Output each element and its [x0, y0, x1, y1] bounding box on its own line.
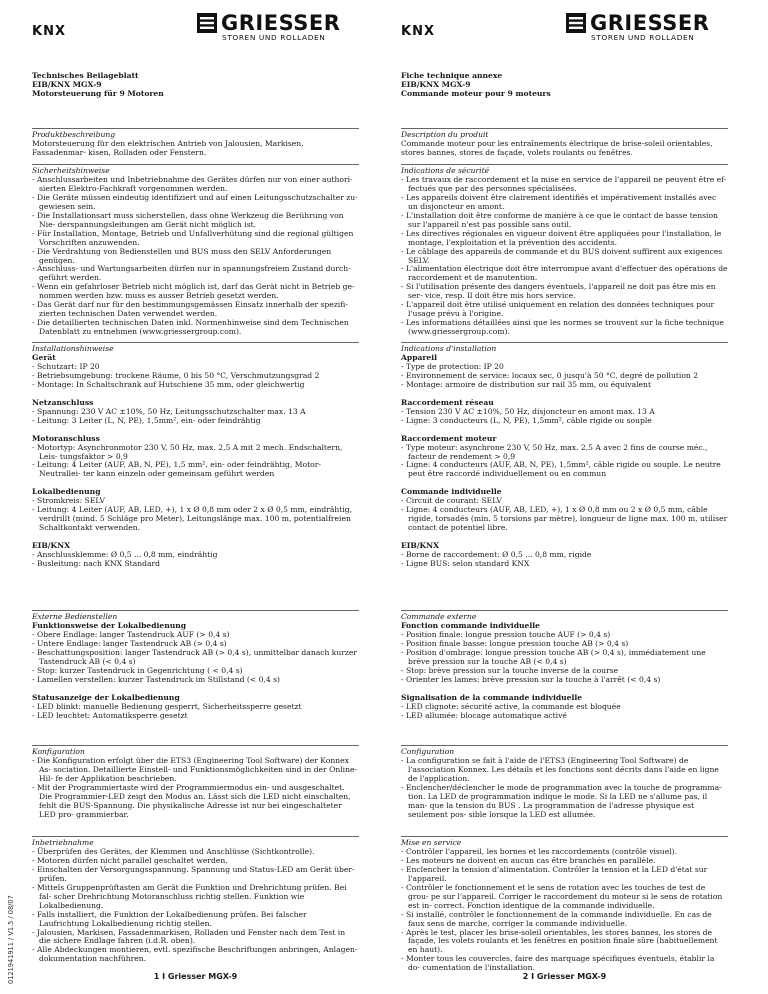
- section-title: Indications de sécurité: [401, 166, 490, 175]
- bullet-list: [32, 551, 359, 569]
- bullet-list: [32, 757, 359, 820]
- list-item: - Die Konfiguration erfolgt über die ETS3 (Engineering Tool Software) der Konnex As- sociation. Detaillierte Einstell- und Funktionsmöglichkeiten sind in der Online-Hil- fe der Applikation beschrieben.: [32, 755, 358, 783]
- section-title: Konfiguration: [32, 747, 85, 756]
- list-item: - Motoren dürfen nicht parallel geschaltet werden.: [32, 855, 228, 865]
- list-item: - Falls installiert, die Funktion der Lokalbedienung prüfen. Bei falscher Laufrichtung Lokalbedienung richtig stellen.: [32, 909, 307, 928]
- document-code: [8, 864, 18, 984]
- list-item: - Die Installationsart muss sicherstellen, dass ohne Werkzeug die Berührung von Nie- derspannungsleitungen am Gerät nicht möglich ist.: [32, 210, 344, 229]
- knx-logo-text: KNX: [401, 24, 435, 39]
- section: [32, 342, 359, 569]
- section-text: Motorsteuerung für den elektrischen Antrieb von Jalousien, Markisen, Fassadenmar- kisen, Rolladen oder Fenstern.: [32, 138, 304, 157]
- section: [401, 745, 728, 820]
- section: [401, 164, 728, 337]
- bullet-list: [32, 848, 359, 964]
- header-line: Commande moteur pour 9 moteurs: [401, 88, 551, 98]
- list-item: - Si l'utilisation présente des dangers éventuels, l'appareil ne doit pas être mis en ser- vice, resp. Il doit être mis hors service.: [401, 282, 716, 301]
- griesser-mark-icon: [196, 12, 218, 34]
- griesser-mark-icon: [565, 12, 587, 34]
- list-item: - Anschlussklemme: Ø 0,5 ... 0,8 mm, eindrähtig: [32, 550, 218, 560]
- list-item: - Type moteur: asynchrone 230 V, 50 Hz, max. 2,5 A avec 2 fins de course méc., facteur de rendement > 0,9: [401, 442, 708, 461]
- list-item: - LED clignote: sécurité active, la commande est bloquée: [401, 701, 621, 711]
- header-line: Fiche technique annexe: [401, 71, 503, 80]
- list-item: - Die Verdrahtung von Bedienstellen und BUS muss den SELV Anforderungen genügen.: [32, 246, 332, 265]
- list-item: - Position finale basse: longue pression touche AB (> 0,4 s): [401, 638, 629, 648]
- list-item: - Position finale: longue pression touche AUF (> 0,4 s): [401, 629, 611, 639]
- list-item: - Schutzart: IP 20: [32, 361, 100, 371]
- list-item: - Die detaillierten technischen Daten inkl. Normenhinweise sind dem Technischen Datenblatt zu entnehmen (www.griessergroup.com).: [32, 318, 349, 337]
- list-item: - Überprüfen des Gerätes, der Klemmen und Anschlüsse (Sichtkontrolle).: [32, 846, 315, 856]
- list-item: - L'installation doit être conforme de manière à ce que le contact de basse tension sur l'appareil n'est pas possible sans outil.: [401, 210, 718, 229]
- list-item: - Contrôler le fonctionnement et le sens de rotation avec les touches de test de grou- pe sur l'appareil. Corriger le raccordement du moteur si le sens de rotation est in- correct. Fonction identique de la commande individuelle.: [401, 882, 723, 910]
- section-title: Sicherheitshinweise: [32, 166, 110, 175]
- list-item: - Ligne BUS: selon standard KNX: [401, 559, 530, 569]
- bullet-list: [401, 757, 728, 820]
- bullet-list: [401, 848, 728, 973]
- griesser-tagline: STOREN UND ROLLADEN: [591, 33, 695, 42]
- list-item: - Alle Abdeckungen montieren, evtl. spezifische Beschriftungen anbringen, Anlagen- dokumentation nachführen.: [32, 945, 358, 964]
- list-item: - Wenn ein gefahrloser Betrieb nicht möglich ist, darf das Gerät nicht in Betrieb ge- nommen werden bzw. muss es ausser Betrieb gesetzt werden.: [32, 282, 355, 301]
- bullet-list: [32, 703, 359, 721]
- section-title: Produktbeschreibung: [32, 130, 116, 139]
- section-title: Commande externe: [401, 612, 477, 621]
- list-item: - Beschattungsposition: langer Tastendruck AB (> 0,4 s), unmittelbar danach kurzer Tastendruck AB (< 0,4 s): [32, 647, 358, 666]
- bullet-list: [32, 444, 359, 480]
- knx-logo-icon: [32, 22, 66, 39]
- header-line: Motorsteuerung für 9 Motoren: [32, 88, 164, 98]
- section: [401, 128, 728, 158]
- section-title: Mise en service: [401, 838, 462, 847]
- list-item: - Lamellen verstellen: kurzer Tastendruck im Stillstand (< 0,4 s): [32, 674, 280, 684]
- page-footer: 1 I Griesser MGX-9: [153, 972, 238, 981]
- list-item: - Leitung: 4 Leiter (AUF, AB, N, PE), 1,5 mm², ein- oder feindrähtig, Motor-Neutrallei- ter kann einzeln oder gemeinsam geführt werden: [32, 460, 321, 479]
- column-content: [401, 71, 728, 973]
- section: [401, 610, 728, 720]
- list-item: - Contrôler l'appareil, les bornes et les raccordements (contrôle visuel).: [401, 846, 678, 856]
- section: [32, 745, 359, 820]
- bullet-list: [401, 703, 728, 721]
- bullet-list: [401, 363, 728, 390]
- bullet-list: [401, 551, 728, 569]
- subsection-title: Gerät: [32, 352, 56, 362]
- section: [32, 836, 359, 964]
- section-title: Installationshinweise: [32, 344, 114, 353]
- section-text: Commande moteur pour les entraînements électrique de brise-soleil orientables, stores bannes, stores de façade, volets roulants ou fenêtres.: [401, 138, 713, 157]
- knx-logo-text: KNX: [32, 24, 66, 39]
- list-item: - Das Gerät darf nur für den bestimmungsgemässen Einsatz innerhalb der spezifi- zierten technischen Daten verwendet werden.: [32, 300, 348, 319]
- list-item: - Mittels Gruppenprüftasten am Gerät die Funktion und Drehrichtung prüfen. Bei fal- scher Drehrichtung Motoranschluss richtig stellen. Funktion wie Lokalbedienung.: [32, 882, 347, 910]
- list-item: - La configuration se fait à l'aide de l'ETS3 (Engineering Tool Software) de l'association Konnex. Les détails et les fonctions sont décrits dans l'aide en ligne de l'application.: [401, 755, 719, 783]
- bullet-list: [32, 176, 359, 337]
- list-item: - L'appareil doit être utilisé uniquement en relation des données techniques pour l'usage prévu à l'origine.: [401, 300, 715, 319]
- section-title: Configuration: [401, 747, 455, 756]
- subsection-title: EIB/KNX: [401, 541, 439, 551]
- griesser-tagline: STOREN UND ROLLADEN: [222, 33, 326, 42]
- list-item: - Borne de raccordement: Ø 0,5 ... 0,8 mm, rigide: [401, 550, 592, 560]
- bullet-list: [401, 631, 728, 685]
- list-item: - Jalousien, Markisen, Fassadenmarkisen, Rolladen und Fenster nach dem Test in die sichere Endlage fahren (i.d.R. oben).: [32, 927, 346, 946]
- subsection-title: Statusanzeige der Lokalbedienung: [32, 692, 180, 702]
- section: [32, 610, 359, 720]
- list-item: - Tension 230 V AC ±10%, 50 Hz, disjoncteur en amont max. 13 A: [401, 406, 655, 416]
- bullet-list: [32, 631, 359, 685]
- list-item: - Die Geräte müssen eindeutig identifiziert und auf einen Leitungsschutzschalter zu- gewiesen sein.: [32, 192, 358, 211]
- list-item: - Einschalten der Versorgungsspannung. Spannung und Status-LED am Gerät über- prüfen.: [32, 864, 355, 883]
- knx-logo-icon: [401, 22, 435, 39]
- list-item: - Type de protection: IP 20: [401, 361, 504, 371]
- list-item: - Motortyp: Asynchronmotor 230 V, 50 Hz, max. 2,5 A mit 2 mech. Endschaltern, Leis- tungsfaktor > 0,9: [32, 442, 343, 461]
- list-item: - Montage: In Schaltschrank auf Hutschiene 35 mm, oder gleichwertig: [32, 379, 305, 389]
- list-item: - Après le test, placer les brise-soleil orientables, les stores bannes, les stores de façade, les volets roulants et les fenêtres en position finale sûre (habituellement en haut).: [401, 927, 718, 955]
- section: [401, 836, 728, 973]
- list-item: - Les directives régionales en vigueur doivent être appliquées pour l'installation, le montage, l'exploitation et la prévention des accidents.: [401, 228, 722, 247]
- bullet-list: [401, 444, 728, 480]
- subsection-title: Motoranschluss: [32, 433, 100, 443]
- bullet-list: [401, 176, 728, 337]
- list-item: - Position d'ombrage: longue pression touche AB (> 0,4 s), immédiatement une brève pression sur la touche AB (< 0,4 s): [401, 647, 706, 666]
- document-header: [401, 72, 728, 99]
- list-item: - Stop: brève pression sur la touche inverse de la course: [401, 665, 619, 675]
- list-item: - Si installé, contrôler le fonctionnement de la commande individuelle. En cas de faux sens de marche, corriger la commande individuelle.: [401, 909, 712, 928]
- list-item: - Les informations détaillées ainsi que les normes se trouvent sur la fiche technique (www.griessergroup.com).: [401, 318, 724, 337]
- subsection-title: Netzanschluss: [32, 397, 94, 407]
- griesser-wordmark: GRIESSER: [221, 11, 341, 35]
- german-column: [32, 0, 359, 994]
- list-item: - Les travaux de raccordement et la mise en service de l'appareil ne peuvent être ef- fectués que par des personnes spécialisées.: [401, 174, 727, 193]
- list-item: - Les moteurs ne doivent en aucun cas être branchés en parallèle.: [401, 855, 656, 865]
- list-item: - Ligne: 3 conducteurs (L, N, PE), 1,5mm², câble rigide ou souple: [401, 415, 652, 425]
- list-item: - Anschluss- und Wartungsarbeiten dürfen nur in spannungsfreiem Zustand durch- geführt werden.: [32, 264, 351, 283]
- subsection-title: Funktionsweise der Lokalbedienung: [32, 620, 187, 630]
- section-title: Description du produit: [401, 130, 489, 139]
- list-item: - Stop: kurzer Tastendruck in Gegenrichtung ( < 0,4 s): [32, 665, 243, 675]
- list-item: - Mit der Programmiertaste wird der Programmiermodus ein- und ausgeschaltet. Die Programmier-LED zeigt den Modus an. Lässt sich die LED nicht einschalten, fehlt die BUS-Spannung. Die physikalische Adresse ist nur bei eingeschalteter LED pro- grammierbar.: [32, 782, 351, 819]
- list-item: - Le câblage des appareils de commande et du BUS doivent suffirent aux exigences SELV.: [401, 246, 723, 265]
- subsection-title: Signalisation de la commande individuelle: [401, 692, 583, 702]
- list-item: - Monter tous les couvercles, faire des marquage spécifiques éventuels, établir la do- cumentation de l'installation.: [401, 954, 715, 973]
- header-line: EIB/KNX MGX-9: [32, 79, 102, 89]
- list-item: - Enclencher/déclencher le mode de programmation avec la touche de programma- tion. La LED de programmation indique le mode. Si la LED ne s'allume pas, il man- que la tension du BUS . La programmation de l'adresse physique est seulement pos- sible lorsque la LED est allumée.: [401, 782, 722, 819]
- list-item: - Environnement de service: locaux sec, 0 jusqu'à 50 °C, degré de pollution 2: [401, 370, 699, 380]
- subsection-title: Fonction commande individuelle: [401, 620, 540, 630]
- list-item: - Circuit de courant: SELV: [401, 496, 502, 506]
- list-item: - Busleitung: nach KNX Standard: [32, 559, 161, 569]
- list-item: - L'alimentation électrique doit être interrompue avant d'effectuer des opérations de raccordement et de manutention.: [401, 264, 728, 283]
- list-item: - Stromkreis: SELV: [32, 496, 106, 506]
- section: [401, 342, 728, 569]
- subsection-title: EIB/KNX: [32, 541, 70, 551]
- subsection-title: Appareil: [401, 352, 438, 362]
- list-item: - Orienter les lames: brève pression sur la touche à l'arrêt (< 0,4 s): [401, 674, 661, 684]
- section-title: Externe Bedienstellen: [32, 612, 118, 621]
- list-item: - LED allumée: blocage automatique activé: [401, 710, 567, 720]
- list-item: - Montage: armoire de distribution sur rail 35 mm, ou équivalent: [401, 379, 651, 389]
- subsection-title: Commande individuelle: [401, 487, 502, 497]
- section-title: Indications d'installation: [401, 344, 497, 353]
- header-line: Technisches Beilageblatt: [32, 71, 139, 80]
- column-content: [32, 71, 359, 964]
- bullet-list: [32, 408, 359, 426]
- list-item: - Les appareils doivent être clairement identifiés et impérativement installés avec un disjoncteur en amont.: [401, 192, 717, 211]
- list-item: - Untere Endlage: langer Tastendruck AB (> 0,4 s): [32, 638, 227, 648]
- knx-logo: [32, 22, 66, 39]
- section: [32, 128, 359, 158]
- bullet-list: [401, 497, 728, 533]
- list-item: - Ligne: 4 conducteurs (AUF, AB, N, PE), 1,5mm², câble rigide ou souple. Le neutre peut être raccordé individuellement ou en commun: [401, 460, 721, 479]
- griesser-logo: [565, 12, 720, 48]
- bullet-list: [32, 497, 359, 533]
- document-code-text: 0121941911 / V1.5 / 08/07: [7, 895, 15, 984]
- header-line: EIB/KNX MGX-9: [401, 79, 471, 89]
- list-item: - Enclencher la tension d'alimentation. Contrôler la tension et la LED d'état sur l'appareil.: [401, 864, 708, 883]
- section-title: Inbetriebnahme: [32, 838, 94, 847]
- list-item: - Obere Endlage: langer Tastendruck AUF (> 0,4 s): [32, 629, 230, 639]
- list-item: - Leitung: 4 Leiter (AUF, AB, LED, +), 1 x Ø 0,8 mm oder 2 x Ø 0,5 mm, eindrähtig, verdrillt (mind. 5 Schläge pro Meter), Leitungslänge max. 100 m, potentialfreien Schaltkontakt verwenden.: [32, 505, 353, 533]
- list-item: - Für Installation, Montage, Betrieb und Unfallverhütung sind die regional gültigen Vorschriften anzuwenden.: [32, 228, 354, 247]
- subsection-title: Lokalbedienung: [32, 487, 101, 497]
- griesser-logo: [196, 12, 351, 48]
- list-item: - Betriebsumgebung: trockene Räume, 0 bis 50 °C, Verschmutzungsgrad 2: [32, 370, 320, 380]
- bullet-list: [32, 363, 359, 390]
- list-item: - LED leuchtet: Automatiksperre gesetzt: [32, 710, 188, 720]
- list-item: - Leitung: 3 Leiter (L, N, PE), 1,5mm², ein- oder feindrähtig: [32, 415, 261, 425]
- logo-bar: [32, 12, 359, 50]
- list-item: - LED blinkt: manuelle Bedienung gesperrt, Sicherheitssperre gesetzt: [32, 701, 302, 711]
- subsection-title: Raccordement moteur: [401, 433, 497, 443]
- section: [32, 164, 359, 337]
- document-header: [32, 72, 359, 99]
- french-column: [401, 0, 728, 994]
- griesser-wordmark: GRIESSER: [590, 11, 710, 35]
- knx-logo: [401, 22, 435, 39]
- logo-bar: [401, 12, 728, 50]
- list-item: - Ligne: 4 conducteurs (AUF, AB, LED, +), 1 x Ø 0,8 mm ou 2 x Ø 0,5 mm, câble rigide, torsadés (min. 5 torsions par mètre), longueur de ligne max. 100 m, utiliser contact de potentiel libre.: [401, 505, 728, 533]
- list-item: - Spannung: 230 V AC ±10%, 50 Hz, Leitungsschutzschalter max. 13 A: [32, 406, 306, 416]
- bullet-list: [401, 408, 728, 426]
- list-item: - Anschlussarbeiten und Inbetriebnahme des Gerätes dürfen nur von einer authori- sierten Elektro-Fachkraft vorgenommen werden.: [32, 174, 353, 193]
- subsection-title: Raccordement réseau: [401, 397, 494, 407]
- page-footer: 2 I Griesser MGX-9: [522, 972, 607, 981]
